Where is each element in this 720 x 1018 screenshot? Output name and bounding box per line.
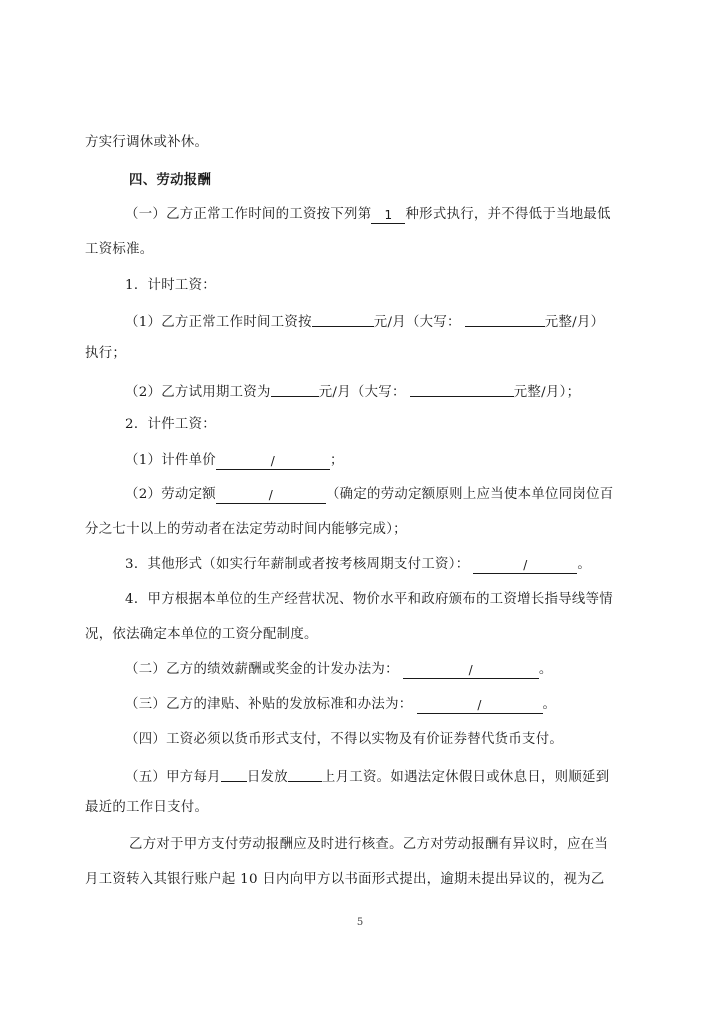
paragraph-line — [125, 695, 637, 715]
paragraph-line — [125, 451, 637, 471]
paragraph-line — [85, 870, 637, 890]
paragraph-line — [125, 730, 637, 750]
text: 。 — [577, 557, 592, 572]
text: （五）甲方每月 — [125, 770, 221, 785]
field-value: / — [270, 454, 276, 468]
text: 2．计件工资： — [125, 417, 216, 432]
paragraph-line — [85, 344, 637, 364]
paragraph-line — [85, 133, 637, 153]
paragraph-line — [125, 660, 637, 680]
field-value: / — [523, 558, 528, 572]
pay-period-field[interactable] — [288, 766, 322, 782]
text: 分之七十以上的劳动者在法定劳动时间内能够完成）； — [85, 522, 407, 537]
text: 1．计时工资： — [125, 278, 216, 293]
text: 况，依法确定本单位的工资分配制度。 — [85, 627, 318, 642]
section-heading — [129, 170, 637, 190]
list-item-heading — [125, 415, 637, 435]
field-value: / — [268, 488, 274, 502]
text: （确定的劳动定额原则上应当使本单位同岗位百 — [325, 487, 614, 502]
text: 方实行调休或补休。 — [85, 135, 209, 150]
text: 种形式执行，并不得低于当地最低 — [405, 207, 611, 222]
field-value: 1 — [384, 208, 393, 222]
text: （三）乙方的津贴、补贴的发放标准和办法为： — [125, 697, 413, 712]
paragraph-line — [125, 380, 637, 403]
paragraph-line — [125, 310, 637, 333]
monthly-wage-field[interactable] — [312, 311, 374, 327]
text: （2）劳动定额 — [125, 487, 216, 502]
text: 元整/月） — [544, 315, 605, 330]
labor-quota-field[interactable] — [216, 488, 326, 504]
performance-pay-method-field[interactable] — [403, 663, 539, 679]
paragraph-line — [129, 835, 637, 855]
probation-wage-uppercase-field[interactable] — [410, 381, 514, 397]
page-number: 5 — [356, 917, 364, 928]
list-item-heading — [125, 276, 637, 296]
text: 上月工资。如遇法定休假日或休息日，则顺延到 — [321, 770, 610, 785]
text: 元整/月）； — [513, 385, 581, 400]
probation-wage-field[interactable] — [271, 381, 319, 397]
text: （四）工资必须以货币形式支付，不得以实物及有价证券替代货币支付。 — [125, 732, 564, 747]
text: 4．甲方根据本单位的生产经营状况、物价水平和政府颁布的工资增长指导线等情 — [125, 592, 613, 607]
text: 执行； — [85, 346, 127, 361]
text: （1）计件单价 — [125, 453, 216, 468]
other-wage-form-field[interactable] — [473, 558, 577, 574]
piece-rate-price-field[interactable] — [216, 454, 330, 470]
field-value: / — [477, 698, 482, 712]
paragraph-line — [125, 555, 637, 575]
paragraph-line — [125, 205, 637, 225]
pay-day-field[interactable] — [221, 766, 247, 782]
text: （二）乙方的绩效薪酬或奖金的计发办法为： — [125, 662, 399, 677]
paragraph-line — [125, 485, 637, 505]
monthly-wage-uppercase-field[interactable] — [465, 311, 545, 327]
text: 日发放 — [246, 770, 288, 785]
paragraph-line — [85, 520, 637, 540]
text: （一）乙方正常工作时间的工资按下列第 — [125, 207, 372, 222]
paragraph-line — [85, 625, 637, 645]
field-value: / — [468, 663, 473, 677]
paragraph-line — [125, 590, 637, 610]
text: （2）乙方试用期工资为 — [125, 385, 271, 400]
text: 乙方对于甲方支付劳动报酬应及时进行核查。乙方对劳动报酬有异议时，应在当 — [129, 837, 609, 852]
text: 月工资转入其银行账户起 10 日内向甲方以书面形式提出，逾期未提出异议的，视为乙 — [85, 872, 605, 887]
text: 最近的工作日支付。 — [85, 800, 209, 815]
text: 。 — [542, 697, 557, 712]
allowance-standard-field[interactable] — [417, 698, 543, 714]
text: 3．其他形式（如实行年薪制或者按考核周期支付工资）： — [125, 557, 470, 572]
text: 。 — [538, 662, 553, 677]
form-type-field[interactable] — [371, 208, 405, 224]
paragraph-line — [85, 240, 637, 260]
text: 工资标准。 — [85, 242, 154, 257]
text: 元/月（大写： — [318, 385, 406, 400]
text: （1）乙方正常工作时间工资按 — [125, 315, 312, 330]
text: ； — [329, 453, 344, 468]
section-heading-text: 四、劳动报酬 — [129, 172, 212, 188]
paragraph-line — [85, 798, 637, 818]
paragraph-line — [125, 765, 637, 788]
text: 元/月（大写： — [373, 315, 461, 330]
